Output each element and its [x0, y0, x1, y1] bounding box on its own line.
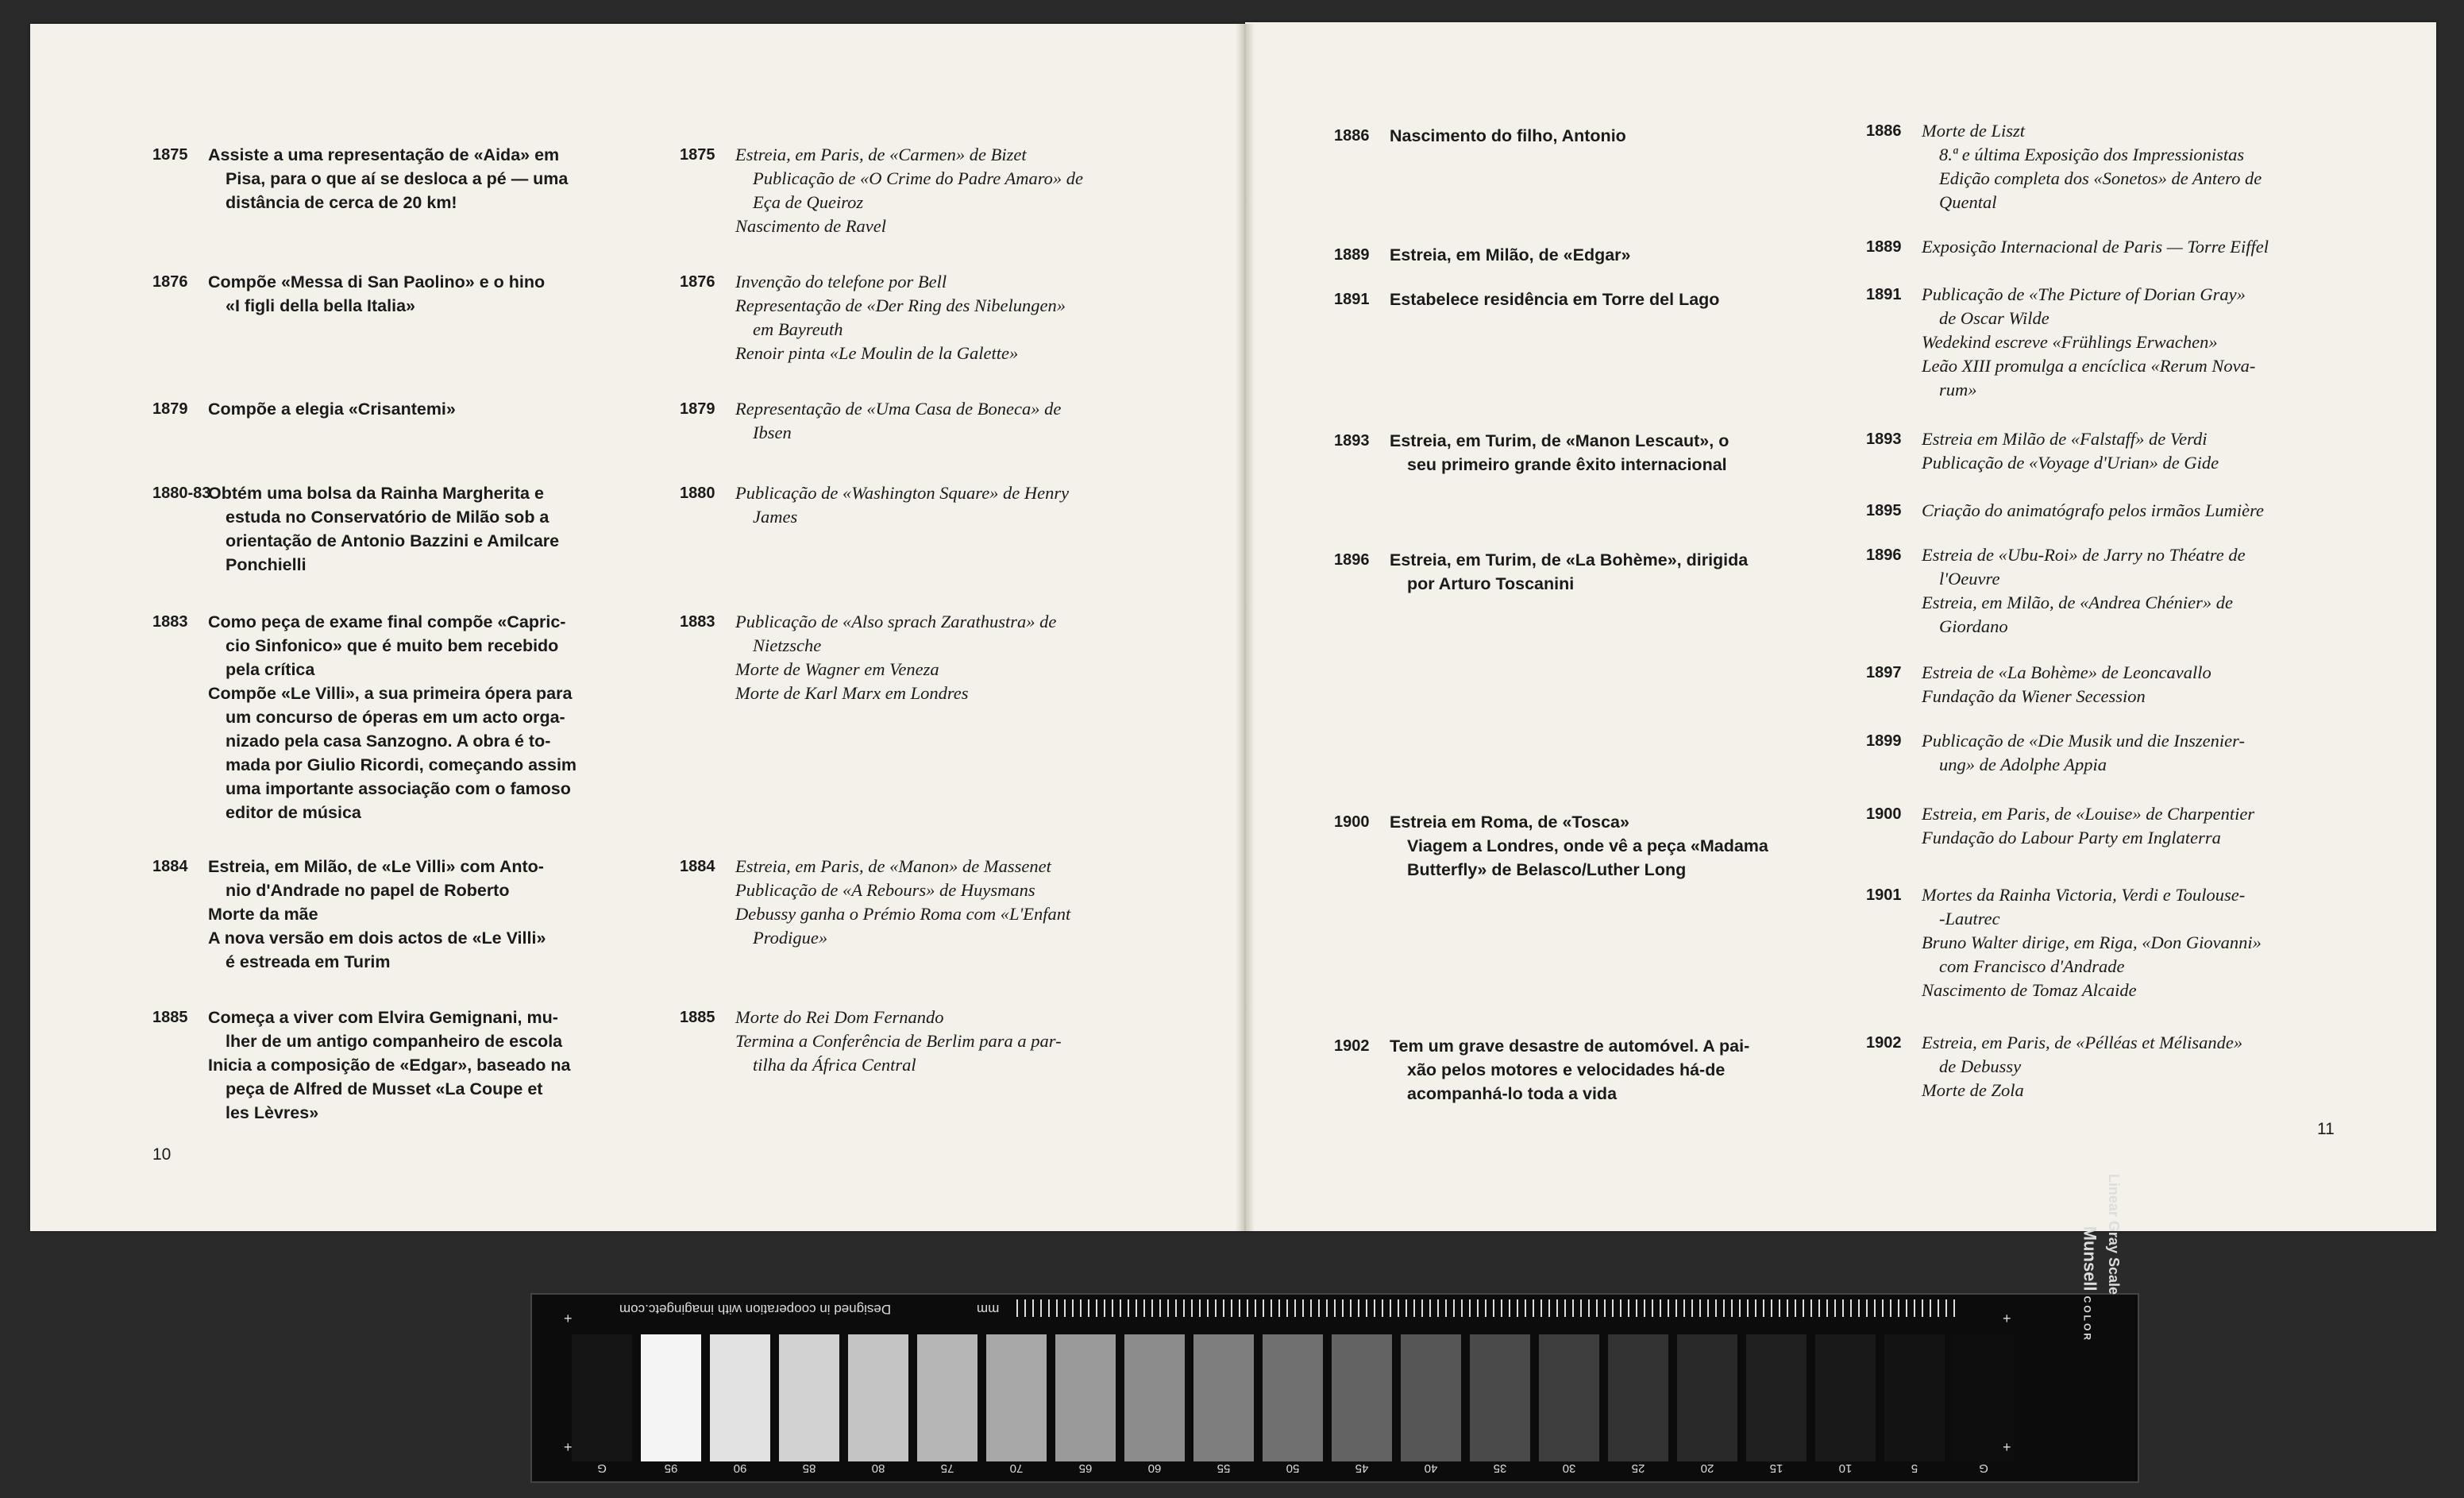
entry-line: Ibsen	[753, 423, 792, 442]
entry-line: distância de cerca de 20 km!	[226, 193, 457, 212]
gray-swatch	[1124, 1334, 1185, 1461]
swatch-label: 35	[1493, 1461, 1507, 1475]
entry-line: l'Oeuvre	[1939, 569, 2000, 589]
entry-line: Bruno Walter dirige, em Riga, «Don Giovanni»	[1922, 932, 2262, 952]
puccini-entry-1876	[152, 270, 613, 318]
entry-line: A nova versão em dois actos de «Le Villi»	[208, 929, 546, 948]
swatch-label: 80	[871, 1461, 885, 1475]
swatch-label: 90	[733, 1461, 747, 1475]
entry-line: Nascimento de Tomaz Alcaide	[1922, 980, 2137, 1000]
entry-text	[208, 855, 613, 974]
scale-unit: mm	[977, 1302, 1000, 1317]
entry-line: Debussy ganha o Prémio Roma com «L'Enfant	[735, 904, 1071, 924]
entry-year: 1902	[1866, 1034, 1902, 1052]
entry-year: 1902	[1334, 1037, 1370, 1055]
swatch-label: 5	[1911, 1461, 1918, 1475]
gray-swatch	[641, 1334, 701, 1461]
entry-year: 1897	[1866, 664, 1902, 681]
entry-text	[1922, 235, 2335, 259]
scale-title: Linear Gray Scale	[2106, 1173, 2122, 1295]
entry-year: 1885	[680, 1009, 715, 1026]
book-gutter	[1236, 24, 1255, 1231]
gray-scale-card	[530, 1173, 2139, 1483]
entry-text	[208, 481, 613, 577]
gray-swatch	[1539, 1334, 1599, 1461]
entry-line: James	[753, 507, 798, 527]
entry-line: Prodigue»	[753, 928, 828, 948]
entry-line: lher de um antigo companheiro de escola	[226, 1032, 563, 1051]
brand-sub: COLOR	[2081, 1295, 2092, 1342]
swatch-label: G	[597, 1461, 607, 1475]
entry-line: Estreia, em Milão, de «Edgar»	[1390, 245, 1631, 264]
entry-line: Nascimento de Ravel	[735, 216, 886, 236]
entry-year: 1900	[1334, 813, 1370, 831]
entry-line: rum»	[1939, 380, 1977, 400]
entry-line: orientação de Antonio Bazzini e Amilcare	[226, 531, 560, 550]
mm-ruler	[1016, 1299, 1961, 1317]
entry-line: uma importante associação com o famoso	[226, 779, 571, 798]
entry-text	[1922, 729, 2335, 777]
swatch-label: 10	[1838, 1461, 1853, 1475]
entry-line: Fundação do Labour Party em Inglaterra	[1922, 828, 2221, 847]
world-entry-1895	[1866, 499, 2335, 523]
brand-name: Munsell	[2080, 1226, 2100, 1291]
entry-line: Estreia, em Turim, de «La Bohème», dirigida	[1390, 550, 1749, 569]
entry-line: Estreia em Milão de «Falstaff» de Verdi	[1922, 429, 2208, 449]
entry-line: é estreada em Turim	[226, 952, 391, 971]
swatch-label: 30	[1562, 1461, 1576, 1475]
entry-line: Morte de Karl Marx em Londres	[735, 683, 969, 703]
entry-line: Estreia, em Paris, de «Manon» de Massenet	[735, 856, 1051, 876]
world-entry-1886	[1866, 119, 2335, 214]
entry-line: Ponchielli	[226, 555, 307, 574]
puccini-entry-1900	[1334, 810, 1803, 882]
puccini-entry-1883	[152, 610, 613, 824]
entry-text	[735, 1006, 1140, 1077]
entry-line: Estreia, em Paris, de «Pélléas et Mélisande»	[1922, 1033, 2243, 1052]
entry-text	[1922, 661, 2335, 708]
entry-line: Mortes da Rainha Victoria, Verdi e Toulouse-	[1922, 885, 2246, 905]
entry-text	[735, 397, 1140, 445]
page-number-right: 11	[2317, 1120, 2335, 1138]
gray-swatch	[1677, 1334, 1737, 1461]
entry-year: 1884	[152, 858, 188, 875]
entry-text	[208, 143, 613, 214]
entry-year: 1889	[1334, 246, 1370, 264]
entry-line: em Bayreuth	[753, 319, 843, 339]
entry-text	[735, 481, 1140, 529]
entry-line: Estreia em Roma, de «Tosca»	[1390, 813, 1629, 832]
swatch-label: 45	[1355, 1461, 1369, 1475]
entry-text	[1922, 427, 2335, 475]
entry-line: Compõe «Messa di San Paolino» e o hino	[208, 272, 546, 291]
entry-line: com Francisco d'Andrade	[1939, 956, 2125, 976]
entry-line: Fundação da Wiener Secession	[1922, 686, 2146, 706]
gray-swatch	[1470, 1334, 1530, 1461]
entry-line: Estreia de «La Bohème» de Leoncavallo	[1922, 662, 2211, 682]
entry-line: Publicação de «O Crime do Padre Amaro» de	[753, 168, 1083, 188]
entry-line: cio Sinfonico» que é muito bem recebido	[226, 636, 559, 655]
entry-text	[1390, 1034, 1803, 1106]
entry-text	[1922, 1031, 2335, 1102]
swatch-label: 75	[940, 1461, 954, 1475]
entry-line: Obtém uma bolsa da Rainha Margherita e	[208, 484, 544, 503]
entry-line: Publicação de «Voyage d'Urian» de Gide	[1922, 453, 2219, 473]
entry-line: Eça de Queiroz	[753, 192, 864, 212]
entry-line: Wedekind escreve «Frühlings Erwachen»	[1922, 332, 2218, 352]
entry-line: Estreia, em Turim, de «Manon Lescaut», o	[1390, 431, 1729, 450]
swatch-label: G	[1979, 1461, 1988, 1475]
entry-text	[1390, 288, 1803, 311]
entry-line: Leão XIII promulga a encíclica «Rerum Nova-	[1922, 356, 2256, 376]
puccini-entry-1879	[152, 397, 613, 421]
entry-year: 1891	[1866, 286, 1902, 303]
world-entry-1897	[1866, 661, 2335, 708]
entry-text	[208, 397, 613, 421]
entry-year: 1886	[1334, 127, 1370, 145]
world-entry-1885	[680, 1006, 1140, 1077]
swatch-label: 85	[802, 1461, 816, 1475]
entry-text	[208, 610, 613, 824]
puccini-entry-1886	[1334, 124, 1803, 148]
entry-line: Butterfly» de Belasco/Luther Long	[1407, 860, 1687, 879]
entry-text	[208, 270, 613, 318]
puccini-entry-1884	[152, 855, 613, 974]
swatch-label: 50	[1286, 1461, 1300, 1475]
gray-swatch	[1332, 1334, 1392, 1461]
gray-swatch	[848, 1334, 908, 1461]
entry-year: 1893	[1866, 430, 1902, 448]
gray-swatch	[1055, 1334, 1116, 1461]
registration-mark: +	[2003, 1311, 2011, 1326]
entry-line: por Arturo Toscanini	[1407, 574, 1575, 593]
entry-line: Publicação de «Washington Square» de Henry	[735, 483, 1070, 503]
entry-year: 1879	[680, 400, 715, 418]
entry-year: 1880	[680, 485, 715, 502]
entry-line: Publicação de «The Picture of Dorian Gray»	[1922, 284, 2246, 304]
world-entry-1880	[680, 481, 1140, 529]
entry-line: Nascimento do filho, Antonio	[1390, 126, 1626, 145]
entry-line: Morte de Zola	[1922, 1080, 2024, 1100]
entry-line: Morte da mãe	[208, 905, 318, 924]
entry-text	[1390, 124, 1803, 148]
entry-text	[1390, 243, 1803, 267]
entry-year: 1880-83	[152, 485, 211, 502]
entry-line: Termina a Conferência de Berlim para a par-	[735, 1031, 1062, 1051]
entry-line: Estreia, em Paris, de «Carmen» de Bizet	[735, 145, 1027, 164]
entry-year: 1896	[1334, 551, 1370, 569]
swatch-label: 95	[664, 1461, 678, 1475]
entry-line: de Debussy	[1939, 1056, 2022, 1076]
entry-text	[735, 143, 1140, 238]
entry-line: de Oscar Wilde	[1939, 308, 2049, 328]
entry-line: pela crítica	[226, 660, 315, 679]
entry-line: Começa a viver com Elvira Gemignani, mu-	[208, 1008, 558, 1027]
entry-year: 1900	[1866, 805, 1902, 823]
entry-line: Edição completa dos «Sonetos» de Antero de	[1939, 168, 2262, 188]
registration-mark: +	[564, 1439, 573, 1455]
munsell-logo	[2079, 1226, 2100, 1342]
entry-line: nio d'Andrade no papel de Roberto	[226, 881, 510, 900]
world-entry-1896	[1866, 543, 2335, 639]
scale-credit: Designed in cooperation with imagingetc.com	[619, 1302, 892, 1317]
entry-text	[1390, 548, 1803, 596]
entry-line: Viagem a Londres, onde vê a peça «Madama	[1407, 836, 1768, 855]
puccini-entry-1896	[1334, 548, 1803, 596]
entry-line: «I figli della bella Italia»	[226, 296, 415, 315]
entry-year: 1893	[1334, 432, 1370, 450]
gray-swatch	[1746, 1334, 1807, 1461]
entry-line: acompanhá-lo toda a vida	[1407, 1084, 1618, 1103]
gray-swatch	[1263, 1334, 1323, 1461]
world-entry-1889	[1866, 235, 2335, 259]
entry-line: Nietzsche	[753, 635, 822, 655]
entry-year: 1889	[1866, 238, 1902, 256]
entry-line: xão pelos motores e velocidades há-de	[1407, 1060, 1726, 1079]
entry-line: Morte do Rei Dom Fernando	[735, 1007, 944, 1027]
gray-swatch	[572, 1334, 632, 1461]
gray-swatch	[1193, 1334, 1254, 1461]
entry-line: Criação do animatógrafo pelos irmãos Lumière	[1922, 500, 2265, 520]
world-entry-1875	[680, 143, 1140, 238]
puccini-entry-1885	[152, 1006, 613, 1125]
entry-year: 1876	[680, 273, 715, 291]
entry-line: Representação de «Der Ring des Nibelungen»	[735, 295, 1066, 315]
entry-line: Compõe a elegia «Crisantemi»	[208, 400, 456, 419]
entry-text	[1922, 283, 2335, 402]
entry-line: 8.ª e última Exposição dos Impressionistas	[1939, 145, 2245, 164]
entry-line: Estabelece residência em Torre del Lago	[1390, 290, 1720, 309]
entry-line: Tem um grave desastre de automóvel. A pai-	[1390, 1037, 1750, 1056]
entry-line: Assiste a uma representação de «Aida» em	[208, 145, 560, 164]
registration-mark: +	[2003, 1439, 2011, 1455]
gray-swatch	[1608, 1334, 1668, 1461]
world-entry-1893	[1866, 427, 2335, 475]
entry-line: Estreia de «Ubu-Roi» de Jarry no Théatre de	[1922, 545, 2246, 565]
entry-line: Publicação de «Also sprach Zarathustra» de	[735, 612, 1057, 631]
gray-swatch	[1884, 1334, 1945, 1461]
entry-text	[1922, 883, 2335, 1002]
entry-line: Estreia, em Milão, de «Le Villi» com Anto-	[208, 857, 544, 876]
entry-line: estuda no Conservatório de Milão sob a	[226, 508, 549, 527]
swatch-label: 55	[1217, 1461, 1231, 1475]
entry-line: Renoir pinta «Le Moulin de la Galette»	[735, 343, 1019, 363]
entry-line: Inicia a composição de «Edgar», baseado na	[208, 1056, 571, 1075]
gray-swatch	[779, 1334, 839, 1461]
gray-swatch	[917, 1334, 978, 1461]
entry-line: Publicação de «A Rebours» de Huysmans	[735, 880, 1035, 900]
entry-line: Como peça de exame final compõe «Capric-	[208, 612, 566, 631]
entry-line: Exposição Internacional de Paris — Torre Eiffel	[1922, 237, 2269, 257]
puccini-entry-1889	[1334, 243, 1803, 267]
world-entry-1900	[1866, 802, 2335, 850]
puccini-entry-1902	[1334, 1034, 1803, 1106]
entry-year: 1899	[1866, 732, 1902, 750]
entry-year: 1901	[1866, 886, 1902, 904]
entry-text	[735, 270, 1140, 365]
entry-line: tilha da África Central	[753, 1055, 916, 1075]
entry-line: Estreia, em Paris, de «Louise» de Charpentier	[1922, 804, 2255, 824]
registration-mark: +	[564, 1311, 573, 1326]
gray-swatch	[710, 1334, 770, 1461]
entry-line: les Lèvres»	[226, 1103, 319, 1122]
page-number-left: 10	[152, 1145, 172, 1164]
swatch-label: 70	[1009, 1461, 1024, 1475]
entry-line: Compõe «Le Villi», a sua primeira ópera para	[208, 684, 573, 703]
entry-line: seu primeiro grande êxito internacional	[1407, 455, 1727, 474]
swatch-label: 25	[1631, 1461, 1645, 1475]
entry-line: Morte de Liszt	[1922, 121, 2026, 141]
entry-year: 1875	[152, 146, 188, 164]
entry-year: 1886	[1866, 122, 1902, 140]
entry-text	[735, 610, 1140, 705]
puccini-entry-1893	[1334, 429, 1803, 477]
entry-line: Publicação de «Die Musik und die Inszenier-	[1922, 731, 2245, 751]
entry-year: 1885	[152, 1009, 188, 1026]
swatch-label: 60	[1147, 1461, 1162, 1475]
gray-swatch	[1401, 1334, 1461, 1461]
entry-text	[1390, 810, 1803, 882]
entry-line: Pisa, para o que aí se desloca a pé — uma	[226, 169, 569, 188]
entry-line: ung» de Adolphe Appia	[1939, 755, 2107, 774]
entry-year: 1883	[152, 613, 188, 631]
entry-text	[1390, 429, 1803, 477]
entry-year: 1876	[152, 273, 188, 291]
entry-text	[735, 855, 1140, 950]
entry-year: 1891	[1334, 291, 1370, 308]
entry-year: 1896	[1866, 546, 1902, 564]
entry-year: 1884	[680, 858, 715, 875]
entry-line: Morte de Wagner em Veneza	[735, 659, 939, 679]
entry-text	[1922, 802, 2335, 850]
entry-line: mada por Giulio Ricordi, começando assim	[226, 755, 577, 774]
entry-text	[1922, 499, 2335, 523]
entry-year: 1875	[680, 146, 715, 164]
entry-line: um concurso de óperas em um acto orga-	[226, 708, 565, 727]
puccini-entry-1880-83	[152, 481, 613, 577]
entry-line: editor de música	[226, 803, 361, 822]
entry-text	[208, 1006, 613, 1125]
gray-swatch	[1815, 1334, 1876, 1461]
world-entry-1902	[1866, 1031, 2335, 1102]
entry-line: Representação de «Uma Casa de Boneca» de	[735, 399, 1062, 419]
swatch-label: 15	[1769, 1461, 1783, 1475]
entry-year: 1879	[152, 400, 188, 418]
puccini-entry-1891	[1334, 288, 1803, 311]
world-entry-1901	[1866, 883, 2335, 1002]
entry-line: nizado pela casa Sanzogno. A obra é to-	[226, 732, 551, 751]
entry-year: 1883	[680, 613, 715, 631]
entry-line: Giordano	[1939, 616, 2008, 636]
world-entry-1879	[680, 397, 1140, 445]
world-entry-1884	[680, 855, 1140, 950]
entry-line: Estreia, em Milão, de «Andrea Chénier» de	[1922, 593, 2234, 612]
puccini-entry-1875	[152, 143, 613, 214]
entry-line: peça de Alfred de Musset «La Coupe et	[226, 1079, 543, 1098]
entry-year: 1895	[1866, 502, 1902, 519]
world-entry-1899	[1866, 729, 2335, 777]
entry-line: Invenção do telefone por Bell	[735, 272, 947, 291]
gray-swatch	[986, 1334, 1047, 1461]
entry-line: Quental	[1939, 192, 1997, 212]
swatch-label: 40	[1424, 1461, 1438, 1475]
world-entry-1883	[680, 610, 1140, 705]
world-entry-1876	[680, 270, 1140, 365]
entry-line: -Lautrec	[1939, 909, 2000, 929]
swatch-label: 65	[1078, 1461, 1093, 1475]
world-entry-1891	[1866, 283, 2335, 402]
entry-text	[1922, 119, 2335, 214]
swatch-label: 20	[1700, 1461, 1714, 1475]
entry-text	[1922, 543, 2335, 639]
